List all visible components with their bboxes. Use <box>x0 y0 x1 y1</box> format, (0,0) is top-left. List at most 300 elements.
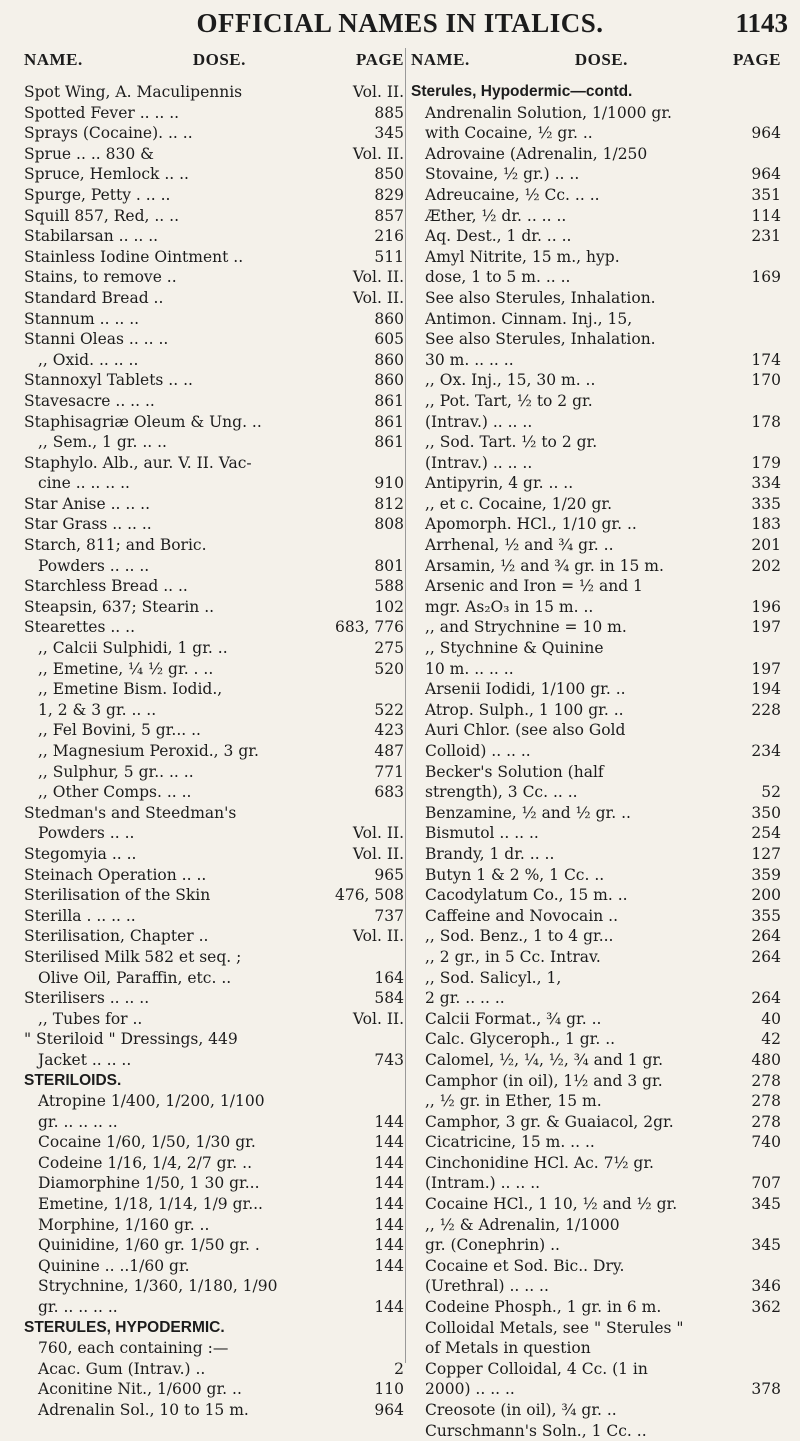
index-entry <box>24 947 404 968</box>
entry-name: Stovaine, ½ gr.) .. .. <box>425 165 580 184</box>
index-entry <box>24 288 404 309</box>
entry-name: Stanni Oleas .. .. .. <box>24 330 169 349</box>
entry-page: 144 <box>374 1153 404 1172</box>
entry-page: 346 <box>751 1277 781 1296</box>
entry-name: gr. .. .. .. .. <box>38 1298 118 1317</box>
entry-name: (Intram.) .. .. .. <box>425 1174 541 1193</box>
index-entry <box>411 535 781 556</box>
index-entry <box>24 556 404 577</box>
index-entry <box>411 741 781 762</box>
index-entry <box>411 309 781 330</box>
entry-name: Powders .. .. .. <box>38 556 150 575</box>
entry-page: Vol. II. <box>352 927 404 946</box>
entry-name: Quinidine, 1/60 gr. 1/50 gr. . <box>38 1236 260 1255</box>
index-entry <box>411 1235 781 1256</box>
index-entry <box>24 226 404 247</box>
entry-page: 174 <box>751 350 781 369</box>
index-entries <box>411 82 781 1441</box>
entry-page: 334 <box>751 474 781 493</box>
index-entry <box>24 494 404 515</box>
entry-name: 2000) .. .. .. <box>425 1380 515 1399</box>
index-entry <box>24 782 404 803</box>
entry-name: Arrhenal, ½ and ¾ gr. .. <box>425 536 614 555</box>
entry-name: Bismutol .. .. .. <box>425 824 539 843</box>
index-entry <box>411 1256 781 1277</box>
entry-name: ,, ½ gr. in Ether, 15 m. <box>425 1092 602 1111</box>
index-entry <box>24 1029 404 1050</box>
entry-page: 278 <box>751 1112 781 1131</box>
entry-page: 144 <box>374 1236 404 1255</box>
index-entry <box>411 82 781 103</box>
entry-name: 2 gr. .. .. .. <box>425 989 505 1008</box>
index-entry <box>24 329 404 350</box>
entry-name: Strychnine, 1/360, 1/180, 1/90 <box>38 1277 278 1296</box>
entry-name: Jacket .. .. .. <box>38 1050 132 1069</box>
entry-name: STERULES, HYPODERMIC. <box>24 1318 225 1336</box>
entry-name: " Steriloid " Dressings, 449 <box>24 1030 238 1049</box>
entry-name: ,, Oxid. .. .. .. <box>38 350 139 369</box>
entry-name: Standard Bread .. <box>24 288 164 307</box>
entry-name: Arsenic and Iron = ½ and 1 <box>425 577 643 596</box>
index-entry <box>411 247 781 268</box>
index-entry <box>24 103 404 124</box>
entry-name: with Cocaine, ½ gr. .. <box>425 124 593 143</box>
left-column <box>24 48 404 1421</box>
index-entry <box>24 597 404 618</box>
index-entry <box>24 535 404 556</box>
entry-name: Becker's Solution (half <box>425 762 604 781</box>
index-entry <box>24 679 404 700</box>
entry-page: 110 <box>374 1380 404 1399</box>
entry-name: Auri Chlor. (see also Gold <box>425 721 626 740</box>
index-entry <box>24 1153 404 1174</box>
entry-name: mgr. As₂O₃ in 15 m. .. <box>425 597 594 616</box>
entry-page: Vol. II. <box>352 144 404 163</box>
entry-name: Emetine, 1/18, 1/14, 1/9 gr... <box>38 1195 263 1214</box>
entry-name: Aq. Dest., 1 dr. .. .. <box>425 227 572 246</box>
entry-page: 829 <box>374 185 404 204</box>
entry-page: 487 <box>374 742 404 760</box>
entry-name: ,, Sulphur, 5 gr.. .. .. <box>38 762 194 781</box>
index-entry <box>24 185 404 206</box>
index-entry <box>24 1338 404 1359</box>
entry-page: 197 <box>751 618 781 637</box>
entry-name: Cacodylatum Co., 15 m. .. <box>425 886 628 905</box>
entry-page: 144 <box>374 1112 404 1131</box>
entry-name: Spotted Fever .. .. .. <box>24 103 180 122</box>
page-number: 1143 <box>735 8 788 38</box>
entry-name: Benzamine, ½ and ½ gr. .. <box>425 803 631 822</box>
index-entry <box>411 1071 781 1092</box>
entry-name: Codeine 1/16, 1/4, 2/7 gr. .. <box>38 1153 252 1172</box>
entry-name: of Metals in question <box>425 1339 591 1358</box>
index-entry <box>411 206 781 227</box>
entry-name: Colloid) .. .. .. <box>425 742 531 760</box>
index-entry <box>411 144 781 165</box>
index-entry <box>24 1112 404 1133</box>
entry-page: Vol. II. <box>352 83 404 101</box>
entry-name: Staphylo. Alb., aur. V. II. Vac- <box>24 453 252 472</box>
entry-page: 144 <box>374 1195 404 1214</box>
index-entry <box>24 1256 404 1277</box>
index-entry <box>411 556 781 577</box>
entry-page: 860 <box>374 350 404 369</box>
entry-name: Spurge, Petty . .. .. <box>24 185 171 204</box>
index-entry <box>24 473 404 494</box>
entry-page: 520 <box>374 659 404 678</box>
index-entry <box>411 597 781 618</box>
entry-page: 771 <box>374 762 404 781</box>
index-entry <box>24 700 404 721</box>
entry-page: 861 <box>374 433 404 452</box>
index-entry <box>411 1318 781 1339</box>
entry-name: Andrenalin Solution, 1/1000 gr. <box>425 103 672 122</box>
index-entry <box>24 514 404 535</box>
entry-name: Sterilised Milk 582 et seq. ; <box>24 947 242 966</box>
index-entry <box>24 206 404 227</box>
index-entry <box>411 885 781 906</box>
index-entry <box>24 1215 404 1236</box>
index-entry <box>24 1297 404 1318</box>
entry-page: 584 <box>374 989 404 1008</box>
entry-page: 740 <box>751 1133 781 1152</box>
index-entry <box>411 823 781 844</box>
entry-page: 345 <box>374 124 404 143</box>
entry-name: Antipyrin, 4 gr. .. .. <box>425 474 574 493</box>
entry-name: Diamorphine 1/50, 1 30 gr... <box>38 1174 260 1193</box>
index-entry <box>411 926 781 947</box>
index-entry <box>24 453 404 474</box>
entry-name: Staphisagriæ Oleum & Ung. .. <box>24 412 262 431</box>
entry-page: 359 <box>751 865 781 884</box>
index-entry <box>24 247 404 268</box>
entry-name: ,, Emetine Bism. Iodid., <box>38 680 223 699</box>
index-entry <box>24 823 404 844</box>
entry-name: Stearettes .. .. <box>24 618 135 637</box>
dose-header: DOSE. <box>192 50 246 69</box>
index-entry <box>24 659 404 680</box>
entry-page: 196 <box>751 597 781 616</box>
index-entry <box>411 1297 781 1318</box>
column-header <box>411 48 781 72</box>
entry-page: 164 <box>374 968 404 987</box>
index-entry <box>24 1173 404 1194</box>
index-entry <box>24 1009 404 1030</box>
entry-page: 362 <box>751 1298 781 1317</box>
index-entry <box>24 638 404 659</box>
index-entry <box>24 741 404 762</box>
entry-page: 683, 776 <box>334 618 404 637</box>
index-entry <box>24 885 404 906</box>
index-entry <box>24 926 404 947</box>
entry-name: 760, each containing :— <box>38 1339 229 1358</box>
index-entry <box>411 185 781 206</box>
entry-page: 965 <box>374 865 404 884</box>
index-entry <box>411 1359 781 1380</box>
entry-page: 179 <box>751 453 781 472</box>
index-entry <box>24 309 404 330</box>
entry-name: ,, Sod. Benz., 1 to 4 gr... <box>425 927 614 946</box>
entry-name: Butyn 1 & 2 %, 1 Cc. .. <box>425 865 605 884</box>
entry-page: 183 <box>751 515 781 534</box>
entry-page: 144 <box>374 1215 404 1234</box>
index-entry <box>24 267 404 288</box>
entry-page: 127 <box>751 844 781 863</box>
index-entry <box>411 1379 781 1400</box>
index-entry <box>411 679 781 700</box>
entry-page: Vol. II. <box>352 288 404 307</box>
entry-name: cine .. .. .. .. <box>38 474 130 493</box>
index-entry <box>411 1050 781 1071</box>
entry-page: 40 <box>761 1009 781 1028</box>
index-entry <box>411 844 781 865</box>
entry-page: 857 <box>374 206 404 225</box>
entry-name: ,, Sod. Tart. ½ to 2 gr. <box>425 433 598 452</box>
page-header-label: PAGE <box>733 50 781 69</box>
index-entry <box>24 144 404 165</box>
entry-name: 30 m. .. .. .. <box>425 350 514 369</box>
name-header: NAME. <box>411 50 470 69</box>
index-entry <box>24 1132 404 1153</box>
index-entry <box>411 1009 781 1030</box>
entry-page: 278 <box>751 1092 781 1111</box>
index-entry <box>24 412 404 433</box>
index-entry <box>24 1379 404 1400</box>
index-entry <box>411 638 781 659</box>
entry-name: Morphine, 1/160 gr. .. <box>38 1215 210 1234</box>
index-entry <box>411 267 781 288</box>
index-entry <box>411 391 781 412</box>
index-entry <box>411 1194 781 1215</box>
index-entry <box>24 844 404 865</box>
index-entry <box>411 617 781 638</box>
index-entry <box>411 473 781 494</box>
index-entry <box>24 1235 404 1256</box>
index-entry <box>411 782 781 803</box>
entry-page: 588 <box>374 577 404 596</box>
column-divider <box>405 48 406 1363</box>
index-entry <box>411 576 781 597</box>
entry-page: 345 <box>751 1195 781 1214</box>
index-entry <box>411 720 781 741</box>
entry-page: 169 <box>751 268 781 287</box>
index-entry <box>411 1029 781 1050</box>
entry-name: ,, Other Comps. .. .. <box>38 783 192 802</box>
entry-name: Copper Colloidal, 4 Cc. (1 in <box>425 1359 648 1378</box>
index-entry <box>24 617 404 638</box>
entry-name: Cicatricine, 15 m. .. .. <box>425 1133 595 1152</box>
index-entry <box>24 82 404 103</box>
entry-page: 351 <box>751 185 781 204</box>
entry-name: Acac. Gum (Intrav.) .. <box>38 1359 206 1378</box>
index-entry <box>411 1421 781 1441</box>
entry-name: Star Grass .. .. .. <box>24 515 152 534</box>
index-entry <box>411 988 781 1009</box>
index-entry <box>24 391 404 412</box>
dose-header: DOSE. <box>574 50 628 69</box>
index-entry <box>24 1194 404 1215</box>
entry-name: ,, et c. Cocaine, 1/20 gr. <box>425 494 613 513</box>
entry-name: Cocaine 1/60, 1/50, 1/30 gr. <box>38 1133 256 1152</box>
entry-name: 10 m. .. .. .. <box>425 659 514 678</box>
index-entry <box>411 123 781 144</box>
index-entry <box>411 1400 781 1421</box>
entry-name: Starchless Bread .. .. <box>24 577 188 596</box>
index-entry <box>24 988 404 1009</box>
entry-name: Calc. Glyceroph., 1 gr. .. <box>425 1030 616 1049</box>
entry-name: (Urethral) .. .. .. <box>425 1277 549 1296</box>
entry-name: Squill 857, Red, .. .. <box>24 206 180 225</box>
entry-name: Spot Wing, A. Maculipennis <box>24 83 243 101</box>
index-entry <box>411 1132 781 1153</box>
entry-page: Vol. II. <box>352 268 404 287</box>
entry-name: Stains, to remove .. <box>24 268 177 287</box>
entry-name: Spruce, Hemlock .. .. <box>24 165 189 184</box>
entry-page: 202 <box>751 556 781 575</box>
entry-name: Camphor (in oil), 1½ and 3 gr. <box>425 1071 663 1090</box>
entry-page: 144 <box>374 1298 404 1317</box>
entry-name: Sterules, Hypodermic—contd. <box>411 83 633 100</box>
index-entry <box>411 762 781 783</box>
entry-page: 194 <box>751 680 781 699</box>
entry-page: 522 <box>374 700 404 719</box>
entry-page: Vol. II. <box>352 824 404 843</box>
index-entry <box>411 1112 781 1133</box>
entry-name: Apomorph. HCl., 1/10 gr. .. <box>425 515 637 534</box>
entry-name: Powders .. .. <box>38 824 135 843</box>
entry-name: Æther, ½ dr. .. .. .. <box>425 206 567 225</box>
index-entry <box>24 720 404 741</box>
entry-page: 264 <box>751 947 781 966</box>
entry-name: Sterilisers .. .. .. <box>24 989 150 1008</box>
entry-name: Olive Oil, Paraffin, etc. .. <box>38 968 232 987</box>
index-entries <box>24 82 404 1421</box>
index-entry <box>24 865 404 886</box>
entry-page: 480 <box>751 1050 781 1069</box>
index-entry <box>24 432 404 453</box>
entry-page: 264 <box>751 989 781 1008</box>
index-entry <box>411 659 781 680</box>
right-column <box>411 48 781 1441</box>
entry-page: 885 <box>374 103 404 122</box>
entry-name: ,, Fel Bovini, 5 gr... .. <box>38 721 201 740</box>
entry-page: Vol. II. <box>352 844 404 863</box>
name-header: NAME. <box>24 50 83 69</box>
entry-page: 423 <box>374 721 404 740</box>
entry-page: 170 <box>751 371 781 390</box>
entry-name: Stannoxyl Tablets .. .. <box>24 371 193 390</box>
entry-page: 801 <box>374 556 404 575</box>
entry-name: Adrenalin Sol., 10 to 15 m. <box>38 1401 249 1419</box>
column-header <box>24 48 404 72</box>
entry-name: Starch, 811; and Boric. <box>24 536 207 555</box>
entry-name: 1, 2 & 3 gr. .. .. <box>38 700 157 719</box>
index-entry <box>411 226 781 247</box>
entry-name: ,, ½ & Adrenalin, 1/1000 <box>425 1215 620 1234</box>
entry-name: Cinchonidine HCl. Ac. 7½ gr. <box>425 1153 654 1172</box>
entry-page: 178 <box>751 412 781 431</box>
entry-name: gr. (Conephrin) .. <box>425 1236 560 1255</box>
entry-page: 350 <box>751 803 781 822</box>
entry-name: See also Sterules, Inhalation. <box>425 288 656 307</box>
index-entry <box>411 288 781 309</box>
index-entry <box>24 803 404 824</box>
entry-name: Stabilarsan .. .. .. <box>24 227 159 246</box>
entry-page: 808 <box>374 515 404 534</box>
entry-name: Atrop. Sulph., 1 100 gr. .. <box>425 700 624 719</box>
entry-name: Sterilisation, Chapter .. <box>24 927 209 946</box>
entry-name: gr. .. .. .. .. <box>38 1112 118 1131</box>
entry-name: ,, Tubes for .. <box>38 1009 143 1028</box>
entry-name: Steapsin, 637; Stearin .. <box>24 597 215 616</box>
entry-name: Arsenii Iodidi, 1/100 gr. .. <box>425 680 626 699</box>
index-entry <box>24 164 404 185</box>
entry-name: Sterilisation of the Skin <box>24 886 211 905</box>
entry-page: 964 <box>374 1401 404 1419</box>
index-entry <box>411 1153 781 1174</box>
index-entry <box>411 329 781 350</box>
index-entry <box>411 947 781 968</box>
entry-page: 275 <box>374 639 404 658</box>
entry-page: 52 <box>761 783 781 802</box>
entry-page: Vol. II. <box>352 1009 404 1028</box>
entry-page: 605 <box>374 330 404 349</box>
index-entry <box>24 1318 404 1339</box>
entry-name: Stainless Iodine Ointment .. <box>24 247 244 266</box>
entry-name: ,, 2 gr., in 5 Cc. Intrav. <box>425 947 601 966</box>
entry-name: Adrovaine (Adrenalin, 1/250 <box>425 144 648 163</box>
index-entry <box>411 865 781 886</box>
page-header-label: PAGE <box>356 50 404 69</box>
entry-page: 197 <box>751 659 781 678</box>
index-entry <box>411 1276 781 1297</box>
index-entry <box>24 576 404 597</box>
index-entry <box>411 906 781 927</box>
entry-page: 234 <box>751 742 781 760</box>
entry-page: 737 <box>374 906 404 925</box>
entry-page: 144 <box>374 1133 404 1152</box>
entry-name: Sterilla . .. .. .. <box>24 906 136 925</box>
entry-page: 476, 508 <box>334 886 404 905</box>
index-entry <box>411 350 781 371</box>
entry-name: Atropine 1/400, 1/200, 1/100 <box>38 1092 265 1111</box>
entry-page: 200 <box>751 886 781 905</box>
index-entry <box>411 1173 781 1194</box>
entry-name: ,, Calcii Sulphidi, 1 gr. .. <box>38 639 228 658</box>
entry-name: ,, Sod. Salicyl., 1, <box>425 968 562 987</box>
entry-page: 42 <box>761 1030 781 1049</box>
entry-name: Stedman's and Steedman's <box>24 803 237 822</box>
entry-page: 861 <box>374 391 404 410</box>
entry-name: Sprays (Cocaine). .. .. <box>24 124 193 143</box>
entry-name: ,, Magnesium Peroxid., 3 gr. <box>38 742 259 760</box>
index-entry <box>411 370 781 391</box>
entry-page: 860 <box>374 309 404 328</box>
entry-name: Aconitine Nit., 1/600 gr. .. <box>38 1380 242 1399</box>
entry-page: 201 <box>751 536 781 555</box>
index-entry <box>24 1359 404 1380</box>
page-header <box>0 8 800 42</box>
entry-name: (Intrav.) .. .. .. <box>425 453 533 472</box>
index-entry <box>411 803 781 824</box>
entry-name: Adreucaine, ½ Cc. .. .. <box>425 185 600 204</box>
entry-page: 812 <box>374 494 404 513</box>
entry-page: 216 <box>374 227 404 246</box>
entry-name: Amyl Nitrite, 15 m., hyp. <box>425 247 620 266</box>
entry-page: 278 <box>751 1071 781 1090</box>
entry-page: 114 <box>751 206 781 225</box>
index-entry <box>24 762 404 783</box>
